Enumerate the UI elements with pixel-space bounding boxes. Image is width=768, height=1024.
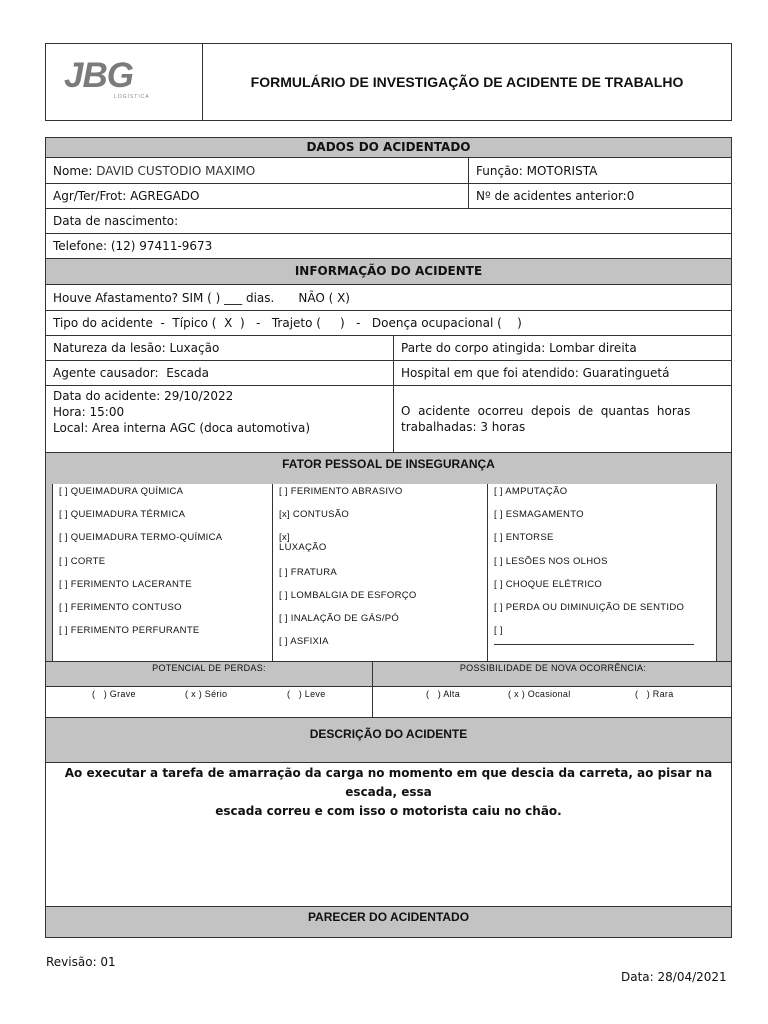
- descricao-text: Ao executar a tarefa de amarração da carga no momento em que descia da carreta, ao pisar na escada, essa escada correu e com isso o motorista caiu no chão.: [64, 766, 713, 818]
- acidentes-anteriores-field: Nº de acidentes anterior: 0: [476, 189, 635, 203]
- section-title: INFORMAÇÃO DO ACIDENTE: [294, 264, 483, 278]
- fator-col-3: [488, 484, 717, 661]
- row-telefone: [46, 234, 731, 259]
- nome-value: DAVID CUSTODIO MAXIMO: [96, 163, 256, 178]
- row-perdas-options: [46, 687, 731, 718]
- option-item: [ ]: [494, 625, 503, 636]
- hora-acidente: Hora: 15:00: [53, 405, 125, 419]
- row-agente-hospital: [46, 361, 731, 386]
- data-label: Data: 28/04/2021: [621, 970, 727, 984]
- option-item: [ ] QUEIMADURA TÉRMICA: [59, 509, 186, 520]
- section-parecer-acidentado: [46, 907, 731, 937]
- company-logo: [46, 44, 203, 120]
- option-item: [ ] ENTORSE: [494, 532, 554, 543]
- section-title: DADOS DO ACIDENTADO: [306, 140, 471, 154]
- option-alta: ( ) Alta: [426, 689, 461, 699]
- fator-col-2: [273, 484, 488, 661]
- option-item: [ ] FERIMENTO PERFURANTE: [59, 625, 200, 636]
- row-nascimento: [46, 209, 731, 234]
- other-underline: [494, 644, 694, 645]
- section-title: FATOR PESSOAL DE INSEGURANÇA: [282, 457, 495, 471]
- funcao-field: Função: MOTORISTA: [476, 163, 598, 178]
- nova-ocorrencia-title: POSSIBILIDADE DE NOVA OCORRÊNCIA:: [459, 663, 647, 673]
- section-title: DESCRIÇÃO DO ACIDENTE: [309, 727, 468, 741]
- row-agr-acidentes: [46, 184, 731, 209]
- fator-options-area: [46, 484, 731, 661]
- section-informacao-acidente: [46, 259, 731, 285]
- acidentes-value: 0: [626, 189, 635, 203]
- option-item: [ ] AMPUTAÇÃO: [494, 486, 568, 497]
- telefone-field: Telefone: (12) 97411-9673: [53, 239, 213, 253]
- section-descricao-acidente: [46, 718, 731, 763]
- option-ocasional: ( x ) Ocasional: [508, 689, 571, 699]
- descricao-text-area: [46, 763, 731, 907]
- potencial-perdas-title: POTENCIAL DE PERDAS:: [46, 662, 373, 686]
- option-item: [ ] FERIMENTO CONTUSO: [59, 602, 182, 613]
- option-item: [ ] ASFIXIA: [279, 636, 329, 647]
- revisao-label: Revisão: 01: [46, 955, 116, 969]
- nascimento-field: Data de nascimento:: [53, 214, 179, 228]
- section-title: PARECER DO ACIDENTADO: [307, 910, 470, 924]
- row-tipo-acidente: [46, 311, 731, 336]
- accident-form: [45, 137, 732, 938]
- logo-text: JBG: [64, 56, 133, 95]
- nova-ocorrencia-options: [373, 687, 733, 717]
- data-hora-local-field: [46, 386, 394, 452]
- fator-col-1: [52, 484, 273, 661]
- agr-field: Agr/Ter/Frot: AGREGADO: [46, 184, 469, 208]
- afastamento-field: Houve Afastamento? SIM ( ) ___ dias. NÃO ( X): [53, 290, 350, 305]
- option-item: [ ] QUEIMADURA QUÍMICA: [59, 486, 184, 497]
- section-fator-pessoal: [46, 453, 731, 484]
- option-item: [x]: [279, 532, 290, 543]
- option-item: [ ] FERIMENTO ABRASIVO: [279, 486, 403, 497]
- form-title: FORMULÁRIO DE INVESTIGAÇÃO DE ACIDENTE DE TRABALHO: [250, 74, 684, 90]
- option-leve: ( ) Leve: [287, 689, 326, 699]
- option-item: [ ] CORTE: [59, 556, 106, 567]
- logo-subtitle: LOGÍSTICA: [114, 94, 150, 100]
- option-item: [ ] FERIMENTO LACERANTE: [59, 579, 192, 590]
- option-item: [ ] LOMBALGIA DE ESFORÇO: [279, 590, 417, 601]
- option-grave: ( ) Grave: [92, 689, 136, 699]
- telefone-value: (12) 97411-9673: [110, 239, 213, 253]
- agr-value: AGREGADO: [130, 189, 200, 203]
- local-acidente: Local: Area interna AGC (doca automotiva): [53, 421, 311, 435]
- afastamento-nao: NÃO ( X): [298, 290, 350, 305]
- row-nome-funcao: [46, 158, 731, 184]
- funcao-value: MOTORISTA: [526, 163, 598, 178]
- option-item: LUXAÇÃO: [279, 542, 327, 553]
- option-item: [x] CONTUSÃO: [279, 509, 350, 520]
- option-item: [ ] PERDA OU DIMINUIÇÃO DE SENTIDO: [494, 602, 685, 613]
- option-item: [ ] LESÕES NOS OLHOS: [494, 556, 608, 567]
- row-data-hora-local: [46, 386, 731, 453]
- horas-trabalhadas-field: O acidente ocorreu depois de quantas horas trabalhadas: 3 horas: [401, 404, 691, 434]
- option-item: [ ] INALAÇÃO DE GÁS/PÓ: [279, 613, 400, 624]
- row-perdas-titles: [46, 661, 731, 687]
- nome-field: Nome: DAVID CUSTODIO MAXIMO: [46, 158, 469, 183]
- tipo-acidente-field: Tipo do acidente - Típico ( X ) - Trajeto ( ) - Doença ocupacional ( ): [53, 316, 522, 330]
- data-acidente: Data do acidente: 29/10/2022: [53, 389, 234, 403]
- option-item: [ ] FRATURA: [279, 567, 338, 578]
- option-item: [ ] ESMAGAMENTO: [494, 509, 584, 520]
- potencial-perdas-options: [46, 687, 373, 717]
- agente-causador-field: Agente causador: Escada: [46, 361, 394, 385]
- hospital-field: Hospital em que foi atendido: Guaratinguetá: [401, 366, 670, 380]
- option-item: [ ] CHOQUE ELÉTRICO: [494, 579, 603, 590]
- option-rara: ( ) Rara: [635, 689, 674, 699]
- option-item: [ ] QUEIMADURA TERMO-QUÍMICA: [59, 532, 223, 543]
- parte-corpo-field: Parte do corpo atingida: Lombar direita: [401, 341, 637, 355]
- option-serio: ( x ) Sério: [185, 689, 228, 699]
- form-header: [45, 43, 732, 121]
- natureza-lesao-field: Natureza da lesão: Luxação: [46, 336, 394, 360]
- row-afastamento: [46, 285, 731, 311]
- section-dados-acidentado: [46, 138, 731, 158]
- row-natureza-parte: [46, 336, 731, 361]
